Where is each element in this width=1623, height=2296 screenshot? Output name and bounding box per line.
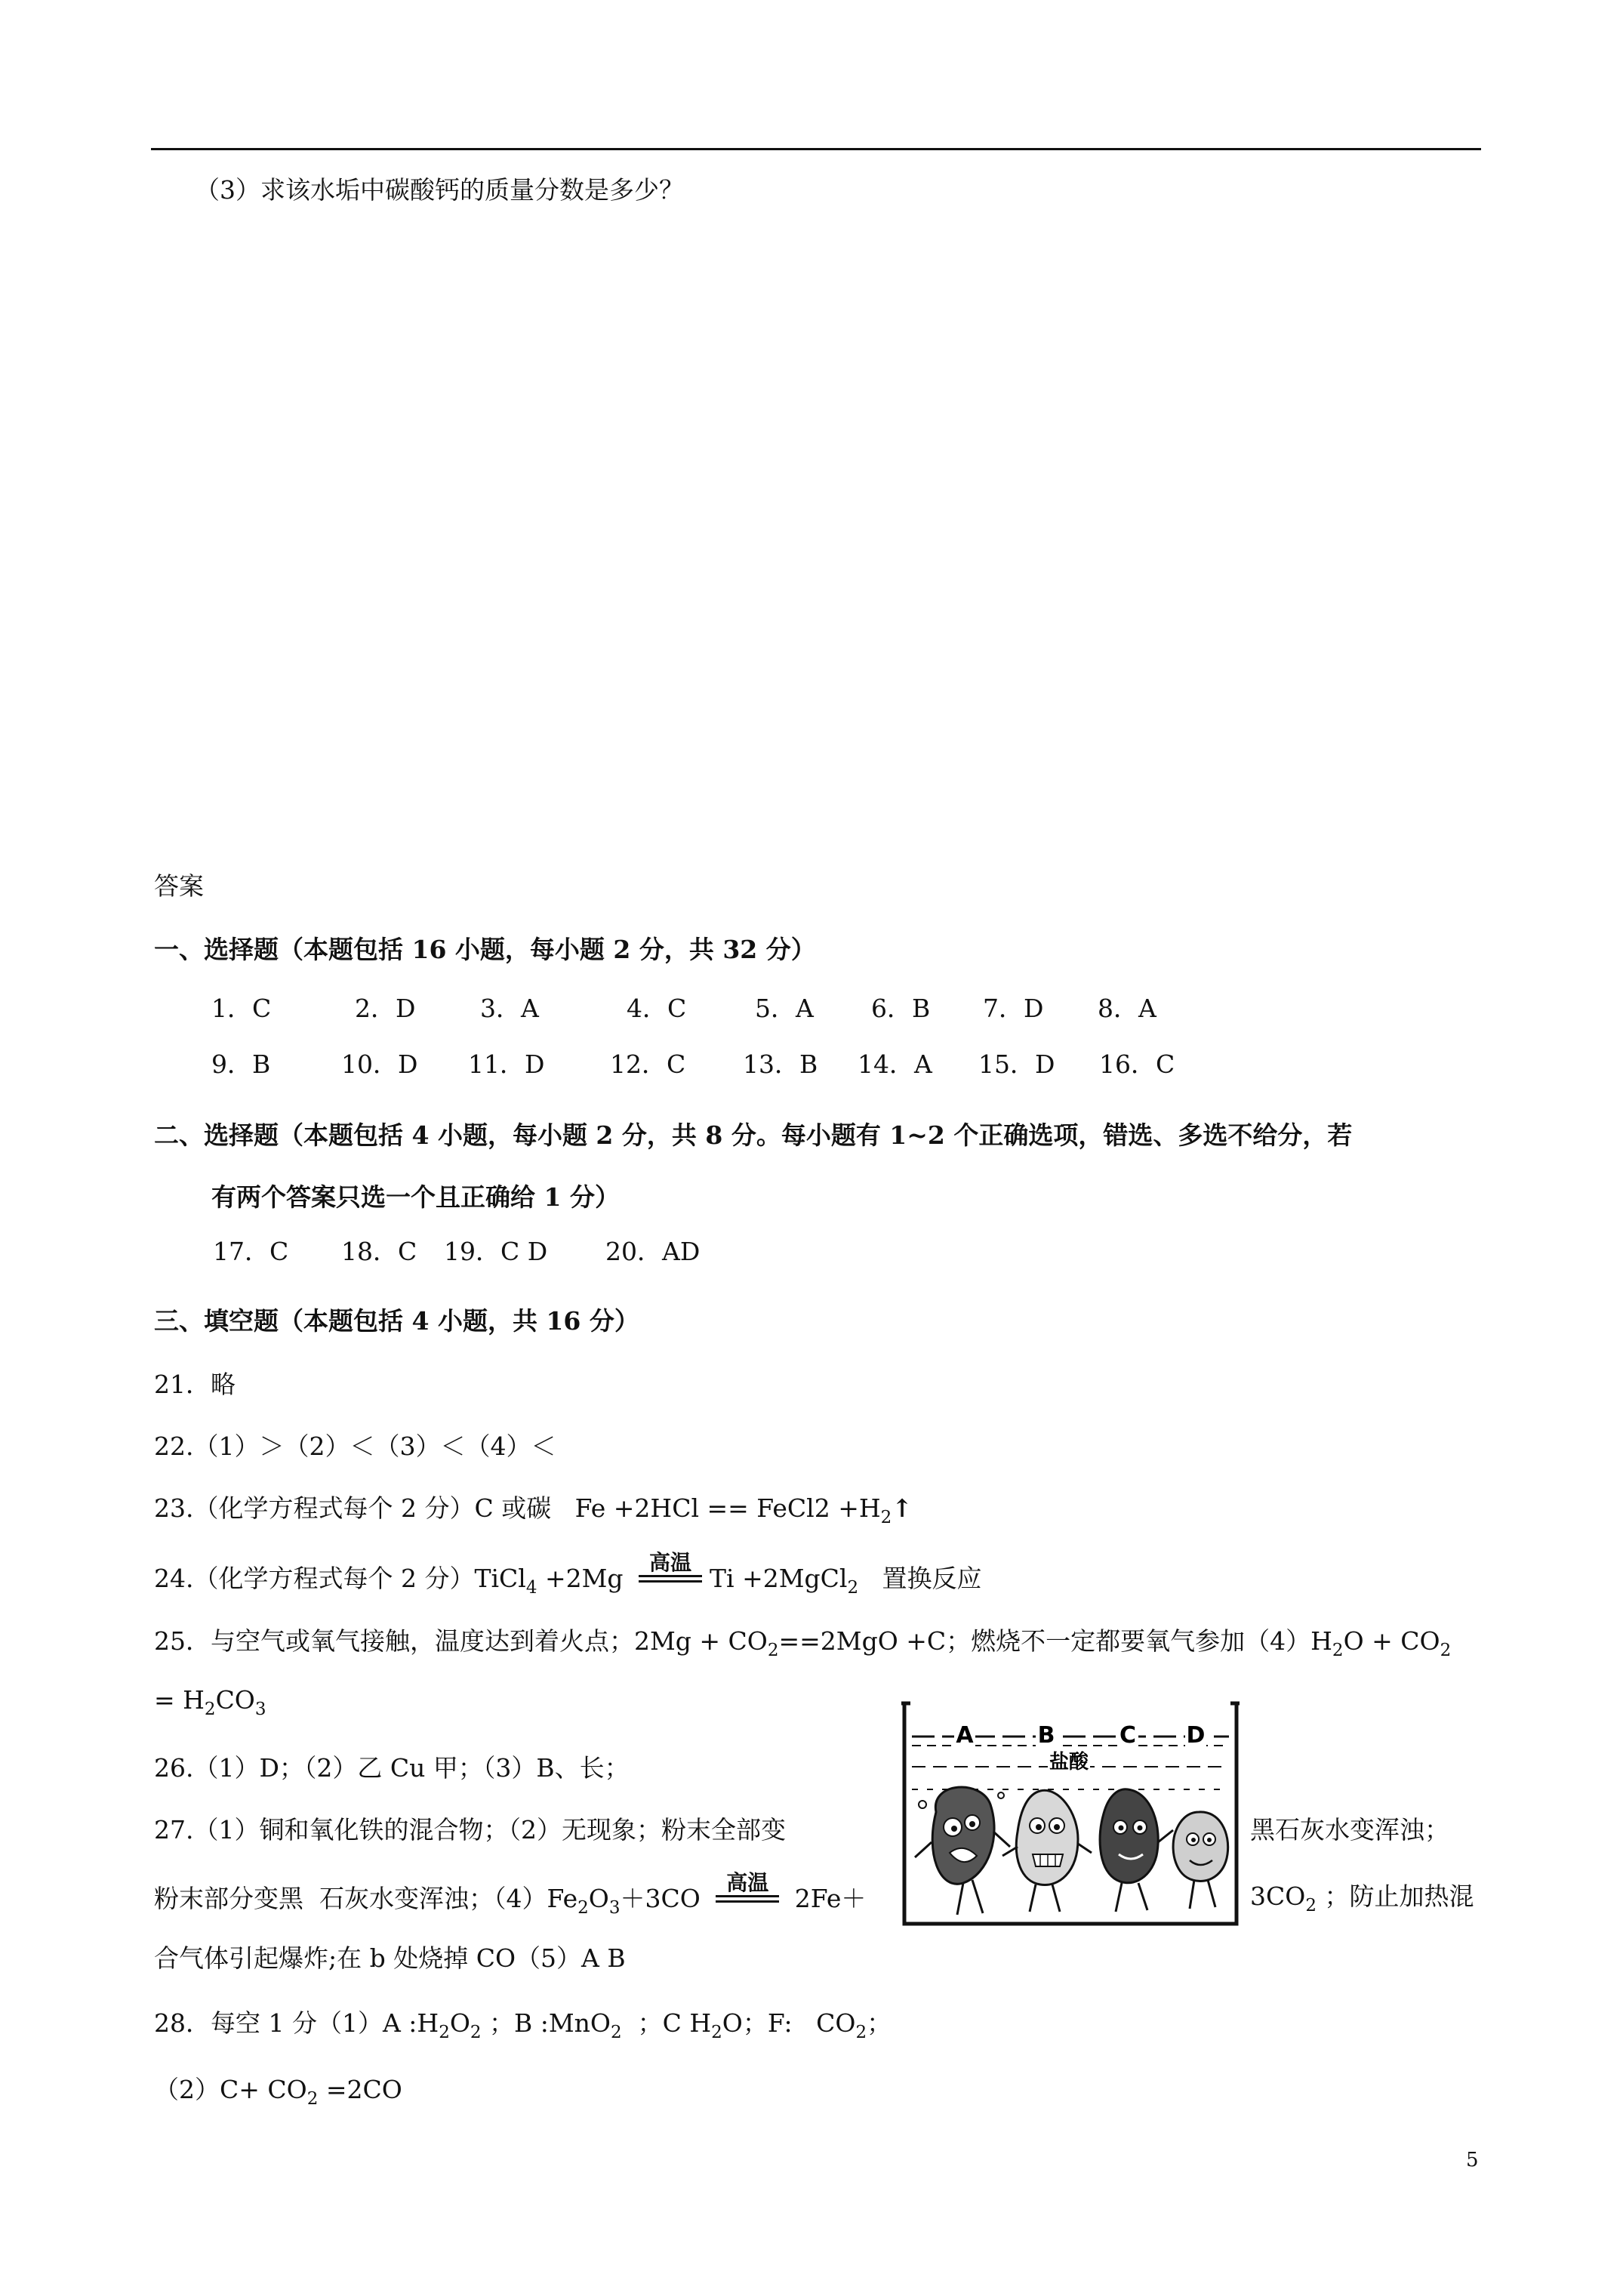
answer-27-line2: 粉末部分变黑 石灰水变浑浊；$(4)Fe_2O_3+3CO$ 高温 2Fe＋ — [154, 1870, 867, 1918]
section1-title: 一、选择题（本题包括 16 小题，每小题 2 分，共 32 分） — [154, 935, 816, 964]
header-rule — [151, 148, 1481, 150]
answer-item: 12．C — [610, 1049, 686, 1079]
answer-item: 13．B — [743, 1049, 818, 1079]
answer-27-line1-right: 黑石灰水变浑浊； — [1250, 1815, 1449, 1845]
answer-item: 5．A — [755, 994, 814, 1023]
answer-item: 15．D — [978, 1049, 1055, 1079]
answer-item: 6．B — [871, 994, 931, 1023]
answer-item: 10．D — [341, 1049, 418, 1079]
answer-item: 11．D — [468, 1049, 545, 1079]
answer-28-line1: 28．每空 1 分（1）A $:H_2O_2$ ；B :MnO$_2$ ；C $H_2O$；F: $CO_2$； — [154, 2008, 892, 2042]
page-number: 5 — [1466, 2149, 1479, 2171]
answer-25-line2: = $H_2CO_3$ — [154, 1685, 266, 1719]
answer-item: 14．A — [858, 1049, 932, 1079]
answer-28-line2: $(2)C+ CO_2 =2CO$ — [154, 2075, 402, 2109]
metal-label-a: A — [956, 1722, 974, 1749]
acid-label: 盐酸 — [1049, 1751, 1089, 1774]
answer-item: 3．A — [480, 994, 539, 1023]
answer-item: 17．C — [213, 1237, 289, 1266]
section2-title-line1: 二、选择题（本题包括 4 小题，每小题 2 分，共 8 分。每小题有 1~2 个正确选项，错选、多选不给分，若 — [154, 1120, 1353, 1150]
reaction-condition: 高温 — [634, 1557, 707, 1590]
answer-item: 4．C — [627, 994, 687, 1023]
answer-item: 19．C D — [444, 1237, 548, 1266]
answer-21: 21．略 — [154, 1370, 236, 1399]
answer-25-line1: 25．与空气或氧气接触，温度达到着火点；$2Mg + CO_2==2MgO +C$；燃烧不一定都要氧气参加$(4)H_2O + CO_2$ — [154, 1626, 1452, 1660]
answer-item: 9．B — [211, 1049, 271, 1079]
metal-label-c: C — [1119, 1722, 1137, 1749]
answer-24: 24.（化学方程式每个 2 分）TiCl$_4$ +2Mg 高温 Ti +2MgCl$_2$ 置换反应 — [154, 1550, 982, 1598]
answer-item: 8．A — [1098, 994, 1156, 1023]
answer-item: 20．AD — [605, 1237, 701, 1266]
answer-item: 2．D — [355, 994, 416, 1023]
section2-title-line2: 有两个答案只选一个且正确给 1 分） — [211, 1182, 620, 1212]
answer-item: 7．D — [983, 994, 1044, 1023]
answer-item: 1．C — [211, 994, 272, 1023]
answer-27-line1: 27.（1）铜和氧化铁的混合物；（2）无现象；粉末全部变 — [154, 1815, 786, 1845]
answer-item: 16．C — [1099, 1049, 1175, 1079]
reaction-condition: 高温 — [711, 1877, 784, 1910]
beaker-figure — [900, 1699, 1241, 1930]
answer-26: 26.（1）D；（2）乙 Cu 甲；（3）B、长； — [154, 1753, 630, 1783]
answer-item: 18．C — [341, 1237, 417, 1266]
metal-label-b: B — [1037, 1722, 1055, 1749]
question-3: （3）求该水垢中碳酸钙的质量分数是多少？ — [195, 175, 684, 205]
answer-23: 23.（化学方程式每个 2 分）C 或碳 Fe +2HCl == FeCl2 $+H_2↑$ — [154, 1493, 913, 1527]
section3-title: 三、填空题（本题包括 4 小题，共 16 分） — [154, 1306, 639, 1336]
answer-27-line2-right: $3CO_2$ ；防止加热混 — [1250, 1881, 1474, 1915]
answer-22: 22.（1）＞（2）＜（3）＜（4）＜ — [154, 1432, 556, 1461]
answer-27-line3: 合气体引起爆炸;在 b 处烧掉 CO（5）A B — [154, 1943, 626, 1973]
metal-label-d: D — [1186, 1722, 1206, 1749]
answers-heading: 答案 — [154, 871, 204, 901]
